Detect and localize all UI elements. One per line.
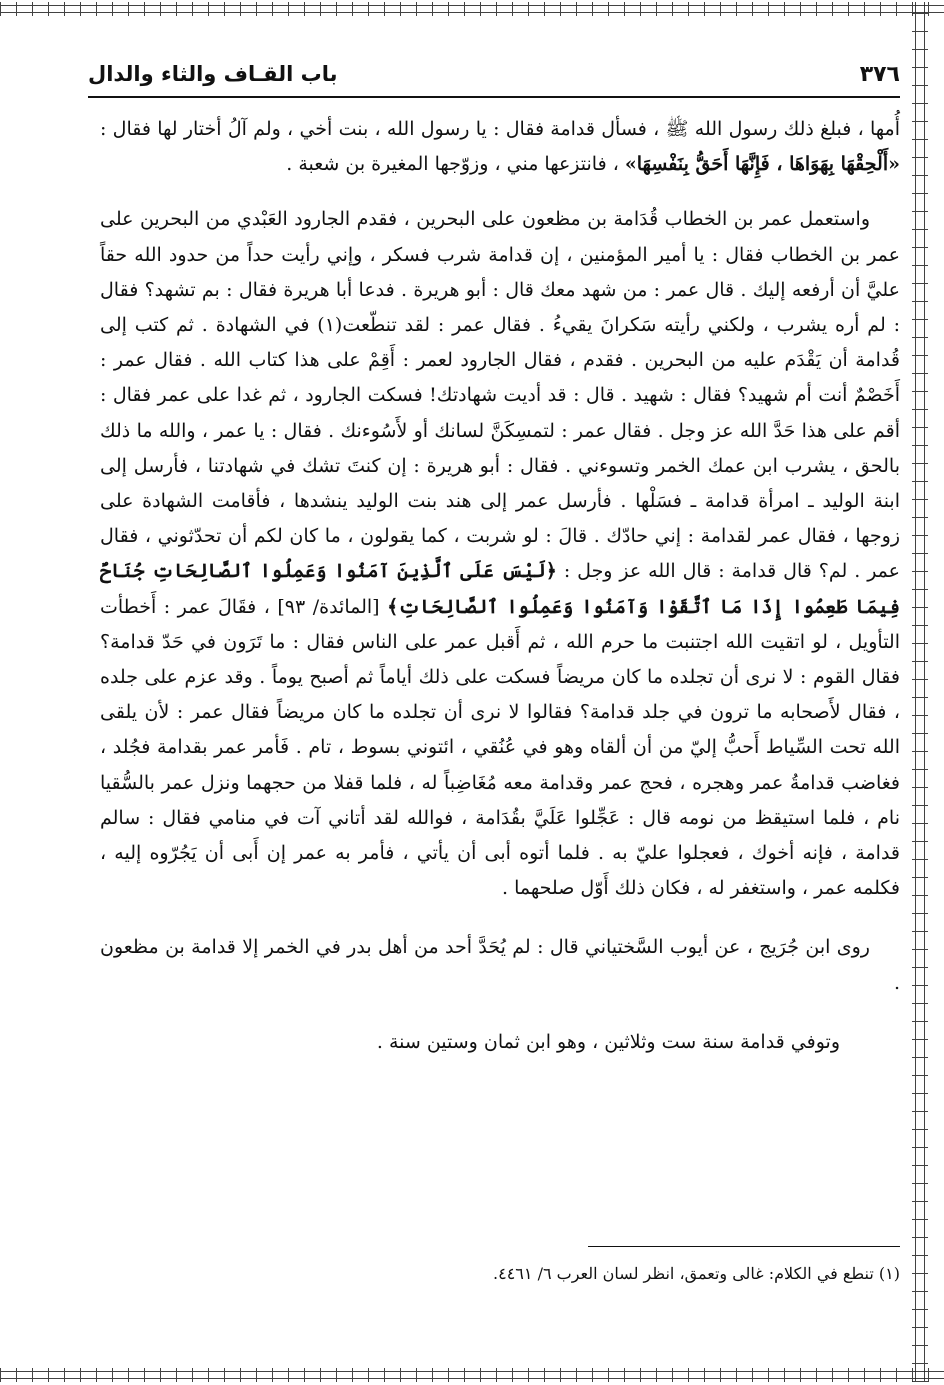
running-title: باب القـاف والثاء والدال xyxy=(88,62,338,86)
page-number: ٣٧٦ xyxy=(859,62,900,87)
main-text xyxy=(100,112,900,1060)
footnote: (١) تنطع في الكلام: غالى وتعمق، انظر لسان العرب ٦/ ٤٤٦١. xyxy=(493,1264,900,1283)
paragraph-2-text-a: واستعمل عمر بن الخطاب قُدَامة بن مظعون على البحرين ، فقدم الجارود العَبْدي من البحرين على عمر بن الخطاب فقال : يا أمير المؤمنين ، إن قدامة شرب فسكر ، وإني رأيت حداً من حدود الله حقاً عليَّ أن أرفعه إليك . قال عمر : من شهد معك قال : أبو هريرة . فدعا أبا هريرة فقال : بم تشهد؟ فقال : لم أره يشرب ، ولكني رأيته سَكرانَ يقيءُ . فقال عمر : لقد تنطّعت(١) في الشهادة . ثم كتب إلى قُدامة أن يَقْدَم عليه من البحرين . فقدم ، فقال الجارود لعمر : أَقِمْ على هذا كتاب الله . فقال عمر : أَخَصْمٌ أنت أم شهيد؟ فقال : شهيد . قال : قد أديت شهادتك! فسكت الجارود ، ثم غدا على عمر فقال : أقم على هذا حَدَّ الله عز وجل . فقال عمر : لتمسِكَنَّ لسانك أو لأَسُوءنك . فقال : يا عمر ، والله ما ذلك بالحق ، يشرب ابن عمك الخمر وتسوءني . فقال : أبو هريرة : إن كنتَ تشك في شهادتنا ، فأرسل إلى ابنة الوليد ـ امرأة قدامة ـ فسَلْها . فأرسل عمر إلى هند بنت الوليد ينشدها ، فأقامت الشهادة على زوجها ، فقال عمر لقدامة : إني حادّك . قالَ : لو شربت ، كما يقولون ، ما كان لكم أن تحدّثوني ، فقال عمر . لم؟ قال قدامة : قال الله عز وجل : xyxy=(100,208,900,583)
hadith-quote: «أَلْحِقْهَا بِهَوَاهَا ، فَإِنَّهَا أَحَقُّ بِنَفْسِهَا» xyxy=(624,153,900,176)
paragraph-4: وتوفي قدامة سنة ست وثلاثين ، وهو ابن ثمان وستين سنة . xyxy=(376,1030,840,1053)
page-header xyxy=(88,60,900,96)
decorative-border-bottom xyxy=(0,1368,944,1382)
footnote-rule xyxy=(588,1246,900,1247)
paragraph-2 xyxy=(100,202,900,906)
paragraph-1-text-b: ، فانتزعها مني ، وزوّجها المغيرة بن شعبة . xyxy=(286,153,619,176)
header-rule xyxy=(88,96,900,98)
quran-verse: ﴿لَيْسَ عَلَى ٱلَّذِينَ آمَنُوا وَعَمِلُوا ٱلصَّالِحَاتِ جُنَاحٌ فِيمَا طَعِمُوا إِذَا مَا ٱتَّقَوْا وَآمَنُوا وَعَمِلُوا ٱلصَّالِحَاتِ﴾ xyxy=(100,560,900,618)
paragraph-2-text-b: [المائدة/ ٩٣] ، فقَالَ عمر : أَخطأت التأويل ، لو اتقيت الله اجتنبت ما حرم الله ، ثم أَقبل عمر على الناس فقال : ما تَرَون في حَدّ قدامة؟ فقال القوم : لا نرى أن تجلده ما كان مريضاً فسكت على ذلك أياماً ثم أصبح يوماً . وقد عزم على جلده ، فقال لأَصحابه ما ترون في جلد قدامة؟ فقالوا لا نرى أن تجلده ما كان مريضاً فقال عمر : لأن يلقى الله تحت السِّياط أَحبُّ إليّ من أن ألقاه وهو في عُنُقي ، ائتوني بسوط ، تام . فَأمر عمر بقدامة فجُلد ، فغاضب قدامةُ عمر وهجره ، فحج عمر وقدامة معه مُغَاضِباً له ، فلما قفلا من حجهما ونزل عمر بالسُّقيا نام ، فلما استيقظ من نومه قال : عَجِّلوا عَلَيَّ بقُدَامة ، فوالله لقد أتاني آت في منامي فقال : سالم قدامة ، فإنه أخوك ، فعجلوا عليّ به . فلما أتوه أبى أن يأتي ، فأمر به عمر إن أَبى أن يَجُرّوه إليه ، فكلمه عمر ، واستغفر له ، فكان ذلك أَوّل صلحهما . xyxy=(100,595,900,900)
decorative-border-right xyxy=(912,2,928,1382)
decorative-border-top xyxy=(0,2,944,16)
paragraph-1-text-a: أُمها ، فبلغ ذلك رسول الله ﷺ ، فسأل قدامة فقال : يا رسول الله ، بنت أخي ، ولم آلُ أختار لها فقال : xyxy=(100,118,900,140)
paragraph-3: روى ابن جُرَيج ، عن أيوب السَّختياني قال : لم يُحَدَّ أحد من أهل بدر في الخمر إلا قدامة بن مظعون . xyxy=(100,936,900,994)
paragraph-1 xyxy=(100,112,900,182)
